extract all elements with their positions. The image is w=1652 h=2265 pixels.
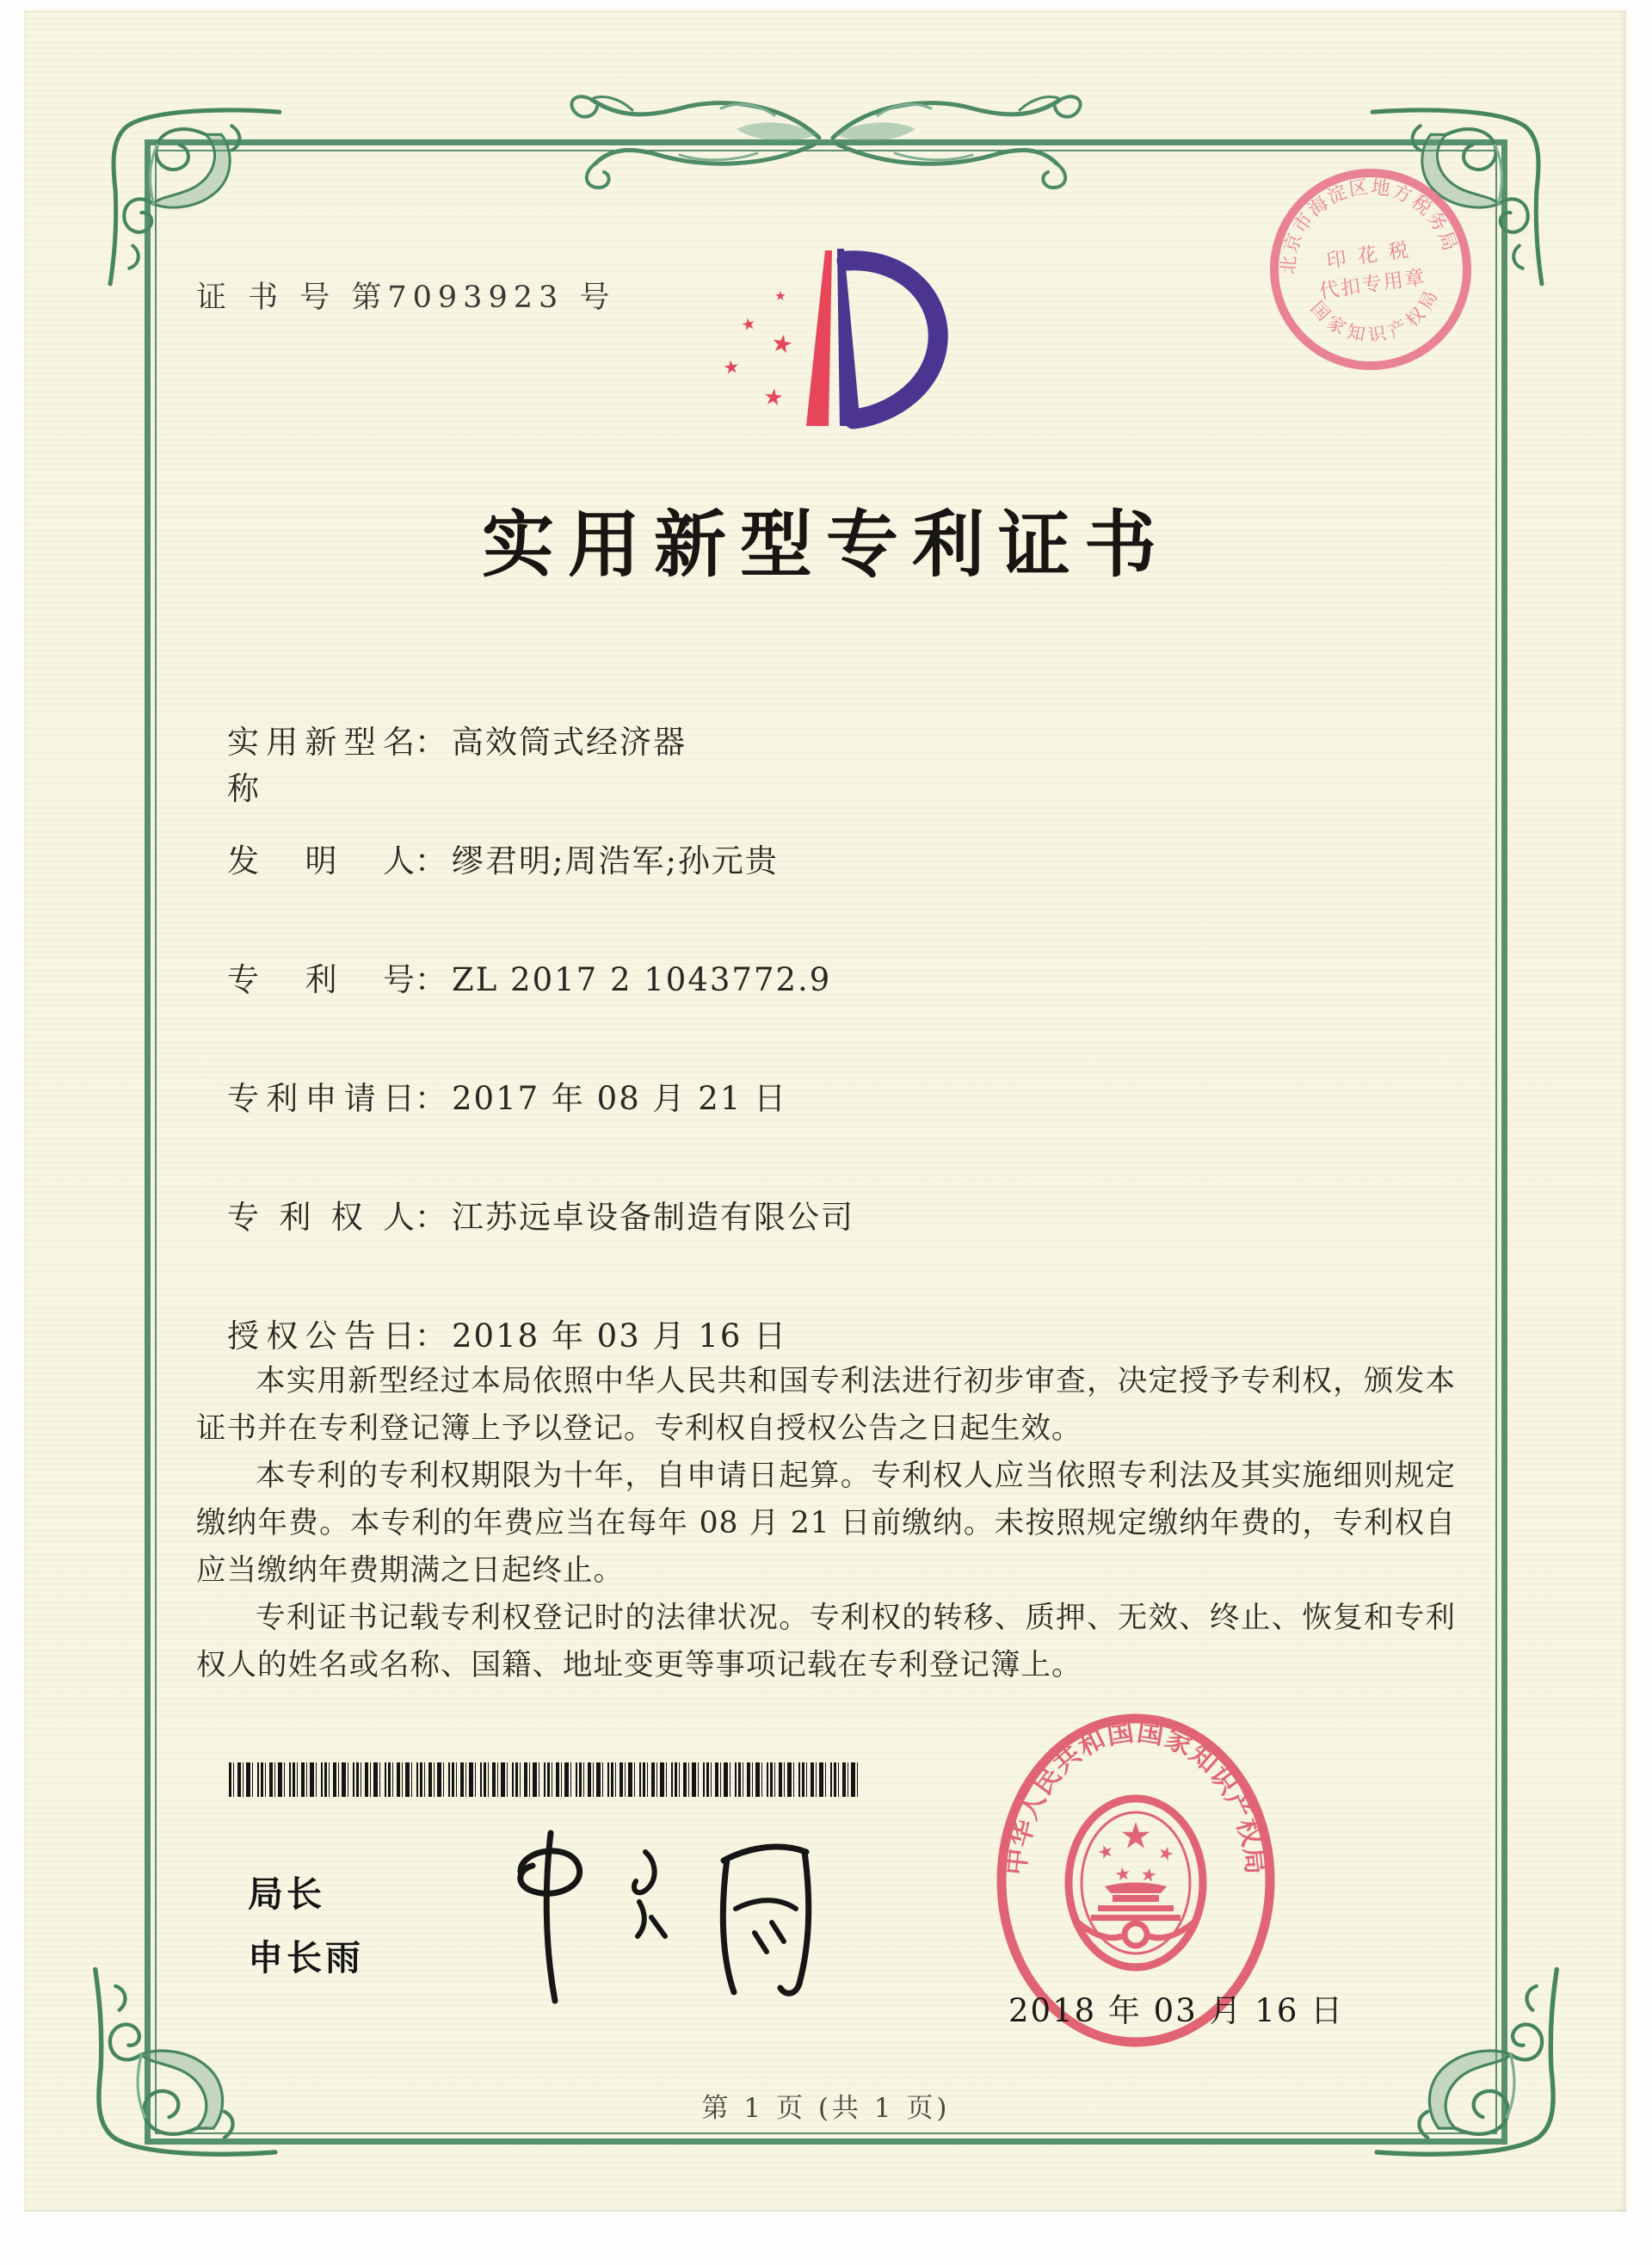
tax-stamp-line1: 印 花 税 — [1325, 238, 1413, 273]
field-row-patent-number — [227, 954, 831, 1000]
field-label: 实用新型名称 — [227, 724, 415, 807]
legal-paragraph: 本实用新型经过本局依照中华人民共和国专利法进行初步审查，决定授予专利权，颁发本证书并在专利登记簿上予以登记。专利权自授权公告之日起生效。 — [196, 1364, 1456, 1446]
director-signature-icon — [469, 1807, 848, 2022]
certificate-number: 证 书 号 第7093923 号 — [196, 281, 616, 315]
cnipa-logo-icon — [724, 243, 948, 437]
corner-flourish-bottom-left-icon — [86, 1962, 289, 2165]
field-label: 专利权人 — [227, 1199, 415, 1236]
field-value: 2017 年 08 月 21 日 — [452, 1080, 788, 1117]
field-colon: ： — [415, 842, 447, 879]
field-row-inventors — [227, 835, 779, 881]
barcode — [229, 1762, 859, 1797]
field-colon: ： — [415, 724, 447, 761]
field-label: 授权公告日 — [227, 1318, 415, 1355]
corner-flourish-top-left-icon — [102, 100, 293, 291]
field-colon: ： — [415, 1318, 447, 1355]
tax-stamp-arc-bottom: 国家知识产权局 — [1306, 282, 1445, 346]
director-title-label: 局长 — [248, 1873, 325, 1915]
legal-paragraph: 本专利的专利权期限为十年，自申请日起算。专利权人应当依照专利法及其实施细则规定缴纳年费。本专利的年费应当在每年 08 月 21 日前缴纳。未按照规定缴纳年费的，专利权自应当缴纳年费期满之日起终止。 — [196, 1459, 1456, 1588]
field-colon: ： — [415, 1199, 447, 1236]
certificate-title: 实用新型专利证书 — [481, 502, 1170, 587]
issue-date: 2018 年 03 月 16 日 — [1008, 1992, 1345, 2029]
field-value: 2018 年 03 月 16 日 — [452, 1318, 788, 1355]
field-colon: ： — [415, 1080, 447, 1117]
director-name-label: 申长雨 — [248, 1937, 364, 1978]
stamp-duty-seal-icon — [1249, 148, 1492, 391]
tax-stamp-arc-top: 北京市海淀区地方税务局 — [1278, 176, 1461, 275]
top-border-dragon-ornament-icon — [551, 79, 1101, 204]
legal-text-block — [196, 1358, 1456, 1689]
field-row-filing-date — [227, 1072, 787, 1119]
legal-paragraph: 专利证书记载专利权登记时的法律状况。专利权的转移、质押、无效、终止、恢复和专利权人的姓名或名称、国籍、地址变更等事项记载在专利登记簿上。 — [196, 1601, 1456, 1682]
seal-arc-text: 中华人民共和国国家知识产权局 — [1000, 1716, 1272, 1877]
field-label: 专利号 — [227, 961, 415, 998]
field-colon: ： — [415, 961, 447, 998]
national-emblem-icon — [1069, 1799, 1203, 1967]
field-value: 江苏远卓设备制造有限公司 — [452, 1199, 854, 1236]
field-label: 专利申请日 — [227, 1080, 415, 1117]
corner-flourish-bottom-right-icon — [1363, 1962, 1566, 2165]
tax-stamp-line2: 代扣专用章 — [1317, 266, 1428, 304]
field-row-utility-name — [227, 716, 687, 809]
field-value: 高效筒式经济器 — [452, 724, 687, 761]
field-label: 发明人 — [227, 842, 415, 879]
field-row-patentee — [227, 1191, 854, 1237]
page-footer: 第 1 页 (共 1 页) — [701, 2093, 951, 2124]
field-value: ZL 2017 2 1043772.9 — [452, 961, 832, 998]
field-value: 缪君明;周浩军;孙元贵 — [452, 842, 779, 879]
field-row-grant-date — [227, 1310, 787, 1356]
